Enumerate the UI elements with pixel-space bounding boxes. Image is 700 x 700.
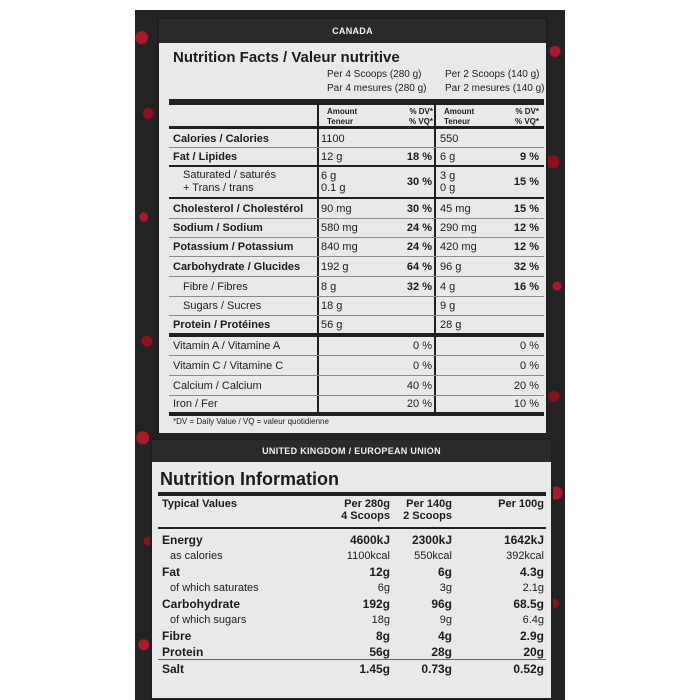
serving-header-4-scoops: [327, 68, 427, 96]
col-per-100g: Per 100g: [498, 498, 544, 510]
col-per-280g: Per 280g 4 Scoops: [341, 498, 390, 522]
canada-nutrition-panel: [157, 17, 548, 435]
uk-title-rule: [158, 492, 546, 496]
row-vitamin-c: Vitamin C / Vitamine C 0 % 0 %: [169, 356, 544, 376]
dv-label-1: % DV* % VQ*: [408, 107, 433, 126]
row-saturated-trans: Saturated / saturés + Trans / trans 6 g 0.1 g 30 % 3 g 0 g 15 %: [169, 167, 544, 199]
row-sodium: Sodium / Sodium 580 mg 24 % 290 mg 12 %: [169, 219, 544, 238]
row-potassium: Potassium / Potassium 840 mg 24 % 420 mg 12 %: [169, 238, 544, 257]
row-vitamin-a: Vitamin A / Vitamine A 0 % 0 %: [169, 337, 544, 356]
uk-row-energy: Energy 4600kJ 2300kJ 1642kJ: [162, 533, 544, 547]
serving-header-2-scoops: [445, 68, 545, 96]
dv-label-2: % DV* % VQ*: [514, 107, 539, 126]
row-fibre: Fibre / Fibres 8 g 32 % 4 g 16 %: [169, 277, 544, 297]
row-cholesterol: Cholesterol / Cholestérol 90 mg 30 % 45 mg 15 %: [169, 199, 544, 219]
row-iron: Iron / Fer 20 % 10 %: [169, 396, 544, 416]
uk-row-protein: Protein 56g 28g 20g: [162, 645, 544, 659]
serving2-english: Per 2 Scoops (140 g): [445, 69, 540, 80]
amount-label-2: Amount Teneur: [444, 107, 475, 126]
uk-header-rule: [158, 527, 546, 529]
subheader-rule: [169, 126, 544, 129]
serving1-english: Per 4 Scoops (280 g): [327, 69, 422, 80]
uk-row-fibre: Fibre 8g 4g 2.9g: [162, 629, 544, 643]
row-fat: Fat / Lipides 12 g 18 % 6 g 9 %: [169, 148, 544, 167]
row-sugars: Sugars / Sucres 18 g 9 g: [169, 297, 544, 316]
header-rule: [169, 99, 544, 105]
row-protein: Protein / Protéines 56 g 28 g: [169, 316, 544, 337]
row-calcium: Calcium / Calcium 40 % 20 %: [169, 376, 544, 396]
uk-title: Nutrition Information: [160, 469, 339, 489]
canada-region-bar: CANADA: [159, 19, 546, 43]
uk-row-salt: Salt 1.45g 0.73g 0.52g: [162, 662, 544, 676]
uk-eu-region-bar: UNITED KINGDOM / EUROPEAN UNION: [152, 440, 551, 462]
canada-title: Nutrition Facts / Valeur nutritive: [173, 49, 400, 66]
amount-label-1: Amount Teneur: [327, 107, 358, 126]
uk-row-carbohydrate: Carbohydrate 192g 96g 68.5g: [162, 597, 544, 611]
row-calories: Calories / Calories 1100 550: [169, 130, 544, 148]
uk-row-sugars: of which sugars 18g 9g 6.4g: [170, 614, 544, 626]
dv-footnote: *DV = Daily Value / VQ = valeur quotidienne: [173, 417, 329, 426]
row-carbohydrate: Carbohydrate / Glucides 192 g 64 % 96 g 32 %: [169, 257, 544, 277]
uk-row-calories: as calories 1100kcal 550kcal 392kcal: [170, 550, 544, 562]
serving2-french: Par 2 mesures (140 g): [445, 83, 545, 94]
col-per-140g: Per 140g 2 Scoops: [403, 498, 452, 522]
uk-row-fat: Fat 12g 6g 4.3g: [162, 565, 544, 579]
serving1-french: Par 4 mesures (280 g): [327, 83, 427, 94]
uk-eu-nutrition-panel: [150, 438, 553, 700]
typical-values-header: Typical Values: [162, 498, 238, 510]
uk-row-saturates: of which saturates 6g 3g 2.1g: [170, 582, 544, 594]
uk-row-divider: [158, 659, 546, 660]
